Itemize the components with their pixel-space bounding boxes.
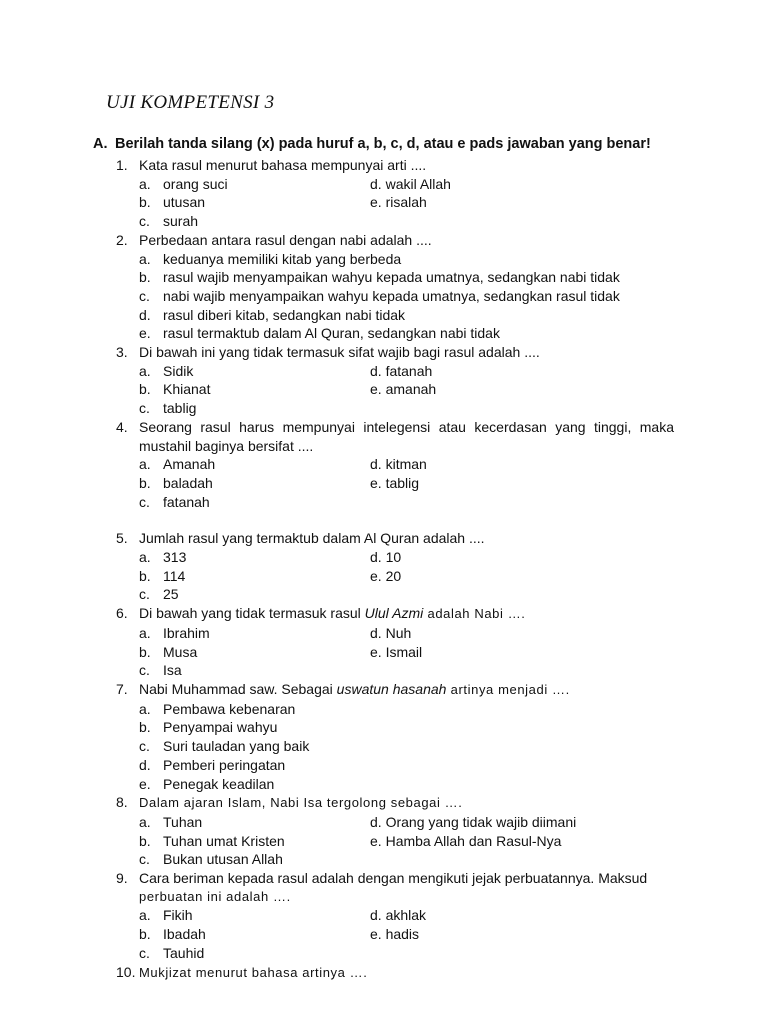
- question-text: Dalam ajaran Islam, Nabi Isa tergolong sebagai ….: [139, 795, 463, 811]
- option-e[interactable]: e. amanah: [370, 381, 437, 398]
- italic-term: Ulul Azmi: [364, 605, 424, 622]
- option-e[interactable]: e. Penegak keadilan: [139, 775, 275, 792]
- option-c[interactable]: c. nabi wajib menyampaikan wahyu kepada umatnya, sedangkan rasul tidak: [139, 287, 620, 304]
- option-c[interactable]: c. Isa: [139, 662, 182, 679]
- instruction-text: Berilah tanda silang (x) pada huruf a, b, c, d, atau e pads jawaban yang benar!: [115, 136, 651, 152]
- question-text: Mukjizat menurut bahasa artinya ….: [139, 964, 368, 980]
- question-6: [0, 604, 768, 680]
- option-a[interactable]: a. orang suci: [139, 175, 228, 192]
- option-c[interactable]: c. Tauhid: [139, 944, 205, 961]
- options: [139, 906, 768, 962]
- question-number: 8.: [116, 794, 128, 811]
- question-5: [0, 529, 768, 604]
- option-c[interactable]: c. 25: [139, 586, 179, 603]
- option-d[interactable]: d. kitman: [370, 456, 427, 473]
- options: [139, 700, 768, 794]
- option-e[interactable]: e. Ismail: [370, 643, 423, 660]
- option-e[interactable]: e. tablig: [370, 474, 420, 491]
- question-text: Di bawah ini yang tidak termasuk sifat wajib bagi rasul adalah ....: [139, 344, 540, 361]
- option-b[interactable]: b. 114: [139, 567, 186, 584]
- question-text-line2: perbuatan ini adalah ….: [139, 888, 291, 904]
- option-e[interactable]: e. Hamba Allah dan Rasul-Nya: [370, 832, 562, 849]
- question-text: Nabi Muhammad saw. Sebagai uswatun hasanah artinya menjadi ….: [139, 680, 570, 697]
- option-c[interactable]: c. fatanah: [139, 493, 210, 510]
- option-b[interactable]: b. rasul wajib menyampaikan wahyu kepada umatnya, sedangkan nabi tidak: [139, 269, 620, 286]
- option-a[interactable]: a. Ibrahim: [139, 624, 210, 641]
- option-d[interactable]: d. 10: [370, 549, 402, 566]
- section-letter: A.: [93, 136, 108, 152]
- option-a[interactable]: a. Sidik: [139, 362, 194, 379]
- question-2: [0, 231, 768, 343]
- option-a[interactable]: a. Pembawa kebenaran: [139, 700, 296, 717]
- option-b[interactable]: b. Musa: [139, 643, 198, 660]
- option-d[interactable]: d. fatanah: [370, 362, 433, 379]
- option-b[interactable]: b. utusan: [139, 194, 206, 211]
- question-number: 6.: [116, 605, 128, 622]
- option-b[interactable]: b. baladah: [139, 474, 213, 491]
- option-b[interactable]: b. Khianat: [139, 381, 211, 398]
- option-d[interactable]: d. Pemberi peringatan: [139, 756, 286, 773]
- question-text: Perbedaan antara rasul dengan nabi adalah ....: [139, 231, 432, 248]
- options: [139, 455, 768, 511]
- section-instruction: [93, 136, 651, 152]
- option-e[interactable]: e. hadis: [370, 926, 420, 943]
- question-number: 5.: [116, 530, 128, 547]
- option-d[interactable]: d. wakil Allah: [370, 175, 451, 192]
- option-b[interactable]: b. Penyampai wahyu: [139, 719, 278, 736]
- options: [139, 813, 768, 869]
- option-c[interactable]: c. surah: [139, 213, 199, 230]
- question-text: Jumlah rasul yang termaktub dalam Al Quran adalah ....: [139, 530, 485, 547]
- question-number: 1.: [116, 157, 128, 173]
- question-text: Cara beriman kepada rasul adalah dengan mengikuti jejak perbuatannya. Maksud: [139, 870, 648, 887]
- question-number: 3.: [116, 344, 128, 361]
- option-a[interactable]: a. 313: [139, 549, 187, 566]
- question-text: Kata rasul menurut bahasa mempunyai arti ....: [139, 157, 427, 173]
- page-title: UJI KOMPETENSI 3: [106, 92, 275, 113]
- option-e[interactable]: e. rasul termaktub dalam Al Quran, sedangkan nabi tidak: [139, 325, 500, 342]
- option-a[interactable]: a. Amanah: [139, 456, 216, 473]
- question-7: [0, 680, 768, 793]
- question-number: 7.: [116, 680, 128, 697]
- question-list: [0, 156, 768, 982]
- blank-line: [0, 511, 768, 529]
- question-4: [0, 418, 768, 512]
- question-number: 9.: [116, 870, 128, 887]
- option-c[interactable]: c. Suri tauladan yang baik: [139, 738, 310, 755]
- options: [139, 624, 768, 680]
- option-e[interactable]: e. 20: [370, 567, 402, 584]
- option-c[interactable]: c. Bukan utusan Allah: [139, 851, 283, 868]
- option-a[interactable]: a. Tuhan: [139, 813, 203, 830]
- option-c[interactable]: c. tablig: [139, 400, 197, 417]
- question-3: [0, 343, 768, 418]
- option-b[interactable]: b. Ibadah: [139, 926, 206, 943]
- question-number: 10.: [116, 963, 136, 980]
- option-a[interactable]: a. Fikih: [139, 907, 193, 924]
- question-number: 4.: [116, 418, 128, 435]
- question-1: [0, 156, 768, 231]
- options: [139, 548, 768, 604]
- question-number: 2.: [116, 231, 128, 248]
- option-d[interactable]: d. Nuh: [370, 624, 412, 641]
- question-text: Seorang rasul harus mempunyai intelegensi atau kecerdasan yang tinggi, maka mustahil baginya bersifat ....: [139, 418, 674, 454]
- question-text: Di bawah yang tidak termasuk rasul Ulul Azmi adalah Nabi ….: [139, 605, 526, 622]
- option-b[interactable]: b. Tuhan umat Kristen: [139, 832, 285, 849]
- options: [139, 175, 768, 231]
- option-d[interactable]: d. rasul diberi kitab, sedangkan nabi tidak: [139, 306, 406, 323]
- option-a[interactable]: a. keduanya memiliki kitab yang berbeda: [139, 250, 402, 267]
- question-8: [0, 793, 768, 869]
- option-e[interactable]: e. risalah: [370, 194, 427, 211]
- options: [139, 250, 768, 344]
- question-9: [0, 869, 768, 963]
- italic-term: uswatun hasanah: [336, 680, 447, 697]
- options: [139, 362, 768, 418]
- question-10: [0, 963, 768, 983]
- option-d[interactable]: d. akhlak: [370, 907, 427, 924]
- option-d[interactable]: d. Orang yang tidak wajib diimani: [370, 813, 577, 830]
